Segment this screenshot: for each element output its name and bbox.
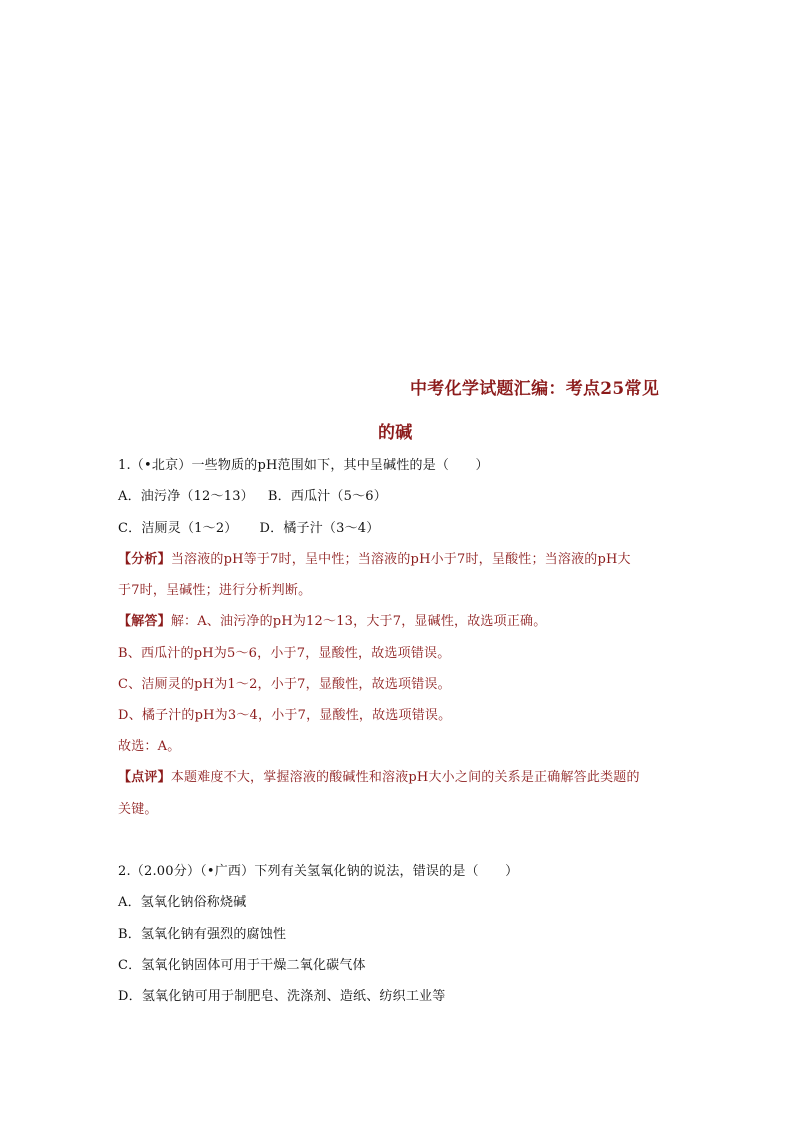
question-1-comment-line1	[118, 769, 640, 787]
analysis-text-1: 当溶液的pH等于7时，呈中性；当溶液的pH小于7时，呈酸性；当溶液的pH大	[170, 552, 631, 567]
comment-text-1: 本题难度不大，掌握溶液的酸碱性和溶液pH大小之间的关系是正确解答此类题的	[170, 770, 640, 785]
question-2-option-b: B．氢氧化钠有强烈的腐蚀性	[118, 927, 287, 942]
question-1-option-c: C．洁厕灵（1～2）	[118, 521, 238, 536]
answer-tag: 【解答】	[118, 614, 171, 629]
question-1-option-d: D．橘子汁（3～4）	[259, 521, 380, 536]
question-2-option-c: C．氢氧化钠固体可用于干燥二氧化碳气体	[118, 958, 366, 973]
question-1-answer-line3: C、洁厕灵的pH为1～2，小于7，显酸性，故选项错误。	[118, 677, 451, 692]
question-2-option-a: A．氢氧化钠俗称烧碱	[118, 895, 247, 910]
question-1-option-a: A．油污净（12～13）	[118, 489, 254, 504]
question-1-options-row1	[118, 488, 387, 506]
question-1-answer-line4: D、橘子汁的pH为3～4，小于7，显酸性，故选项错误。	[118, 708, 452, 723]
analysis-tag: 【分析】	[118, 552, 171, 567]
question-2-option-d: D．氢氧化钠可用于制肥皂、洗涤剂、造纸、纺织工业等	[118, 989, 446, 1004]
question-1-answer-line1	[118, 613, 546, 631]
question-1-analysis-line2: 于7时，呈碱性；进行分析判断。	[118, 583, 312, 598]
question-1-analysis-line1	[118, 551, 631, 569]
question-1-options-row2	[118, 520, 379, 538]
page-title-line1: 中考化学试题汇编：考点25常见	[410, 379, 660, 399]
question-1-comment-line2: 关键。	[118, 802, 158, 817]
answer-text-1: 解：A、油污净的pH为12～13，大于7，显碱性，故选项正确。	[170, 614, 547, 629]
question-1-stem: 1.（•北京）一些物质的pH范围如下，其中呈碱性的是（ ）	[118, 458, 489, 473]
page-title-line2: 的碱	[378, 423, 413, 443]
question-1-option-b: B．西瓜汁（5～6）	[267, 489, 387, 504]
question-1-answer-line2: B、西瓜汁的pH为5～6，小于7，显酸性，故选项错误。	[118, 646, 451, 661]
comment-tag: 【点评】	[118, 770, 171, 785]
question-2-stem: 2.（2.00分）（•广西）下列有关氢氧化钠的说法，错误的是（ ）	[118, 864, 519, 879]
question-1-choice: 故选：A。	[118, 739, 181, 754]
